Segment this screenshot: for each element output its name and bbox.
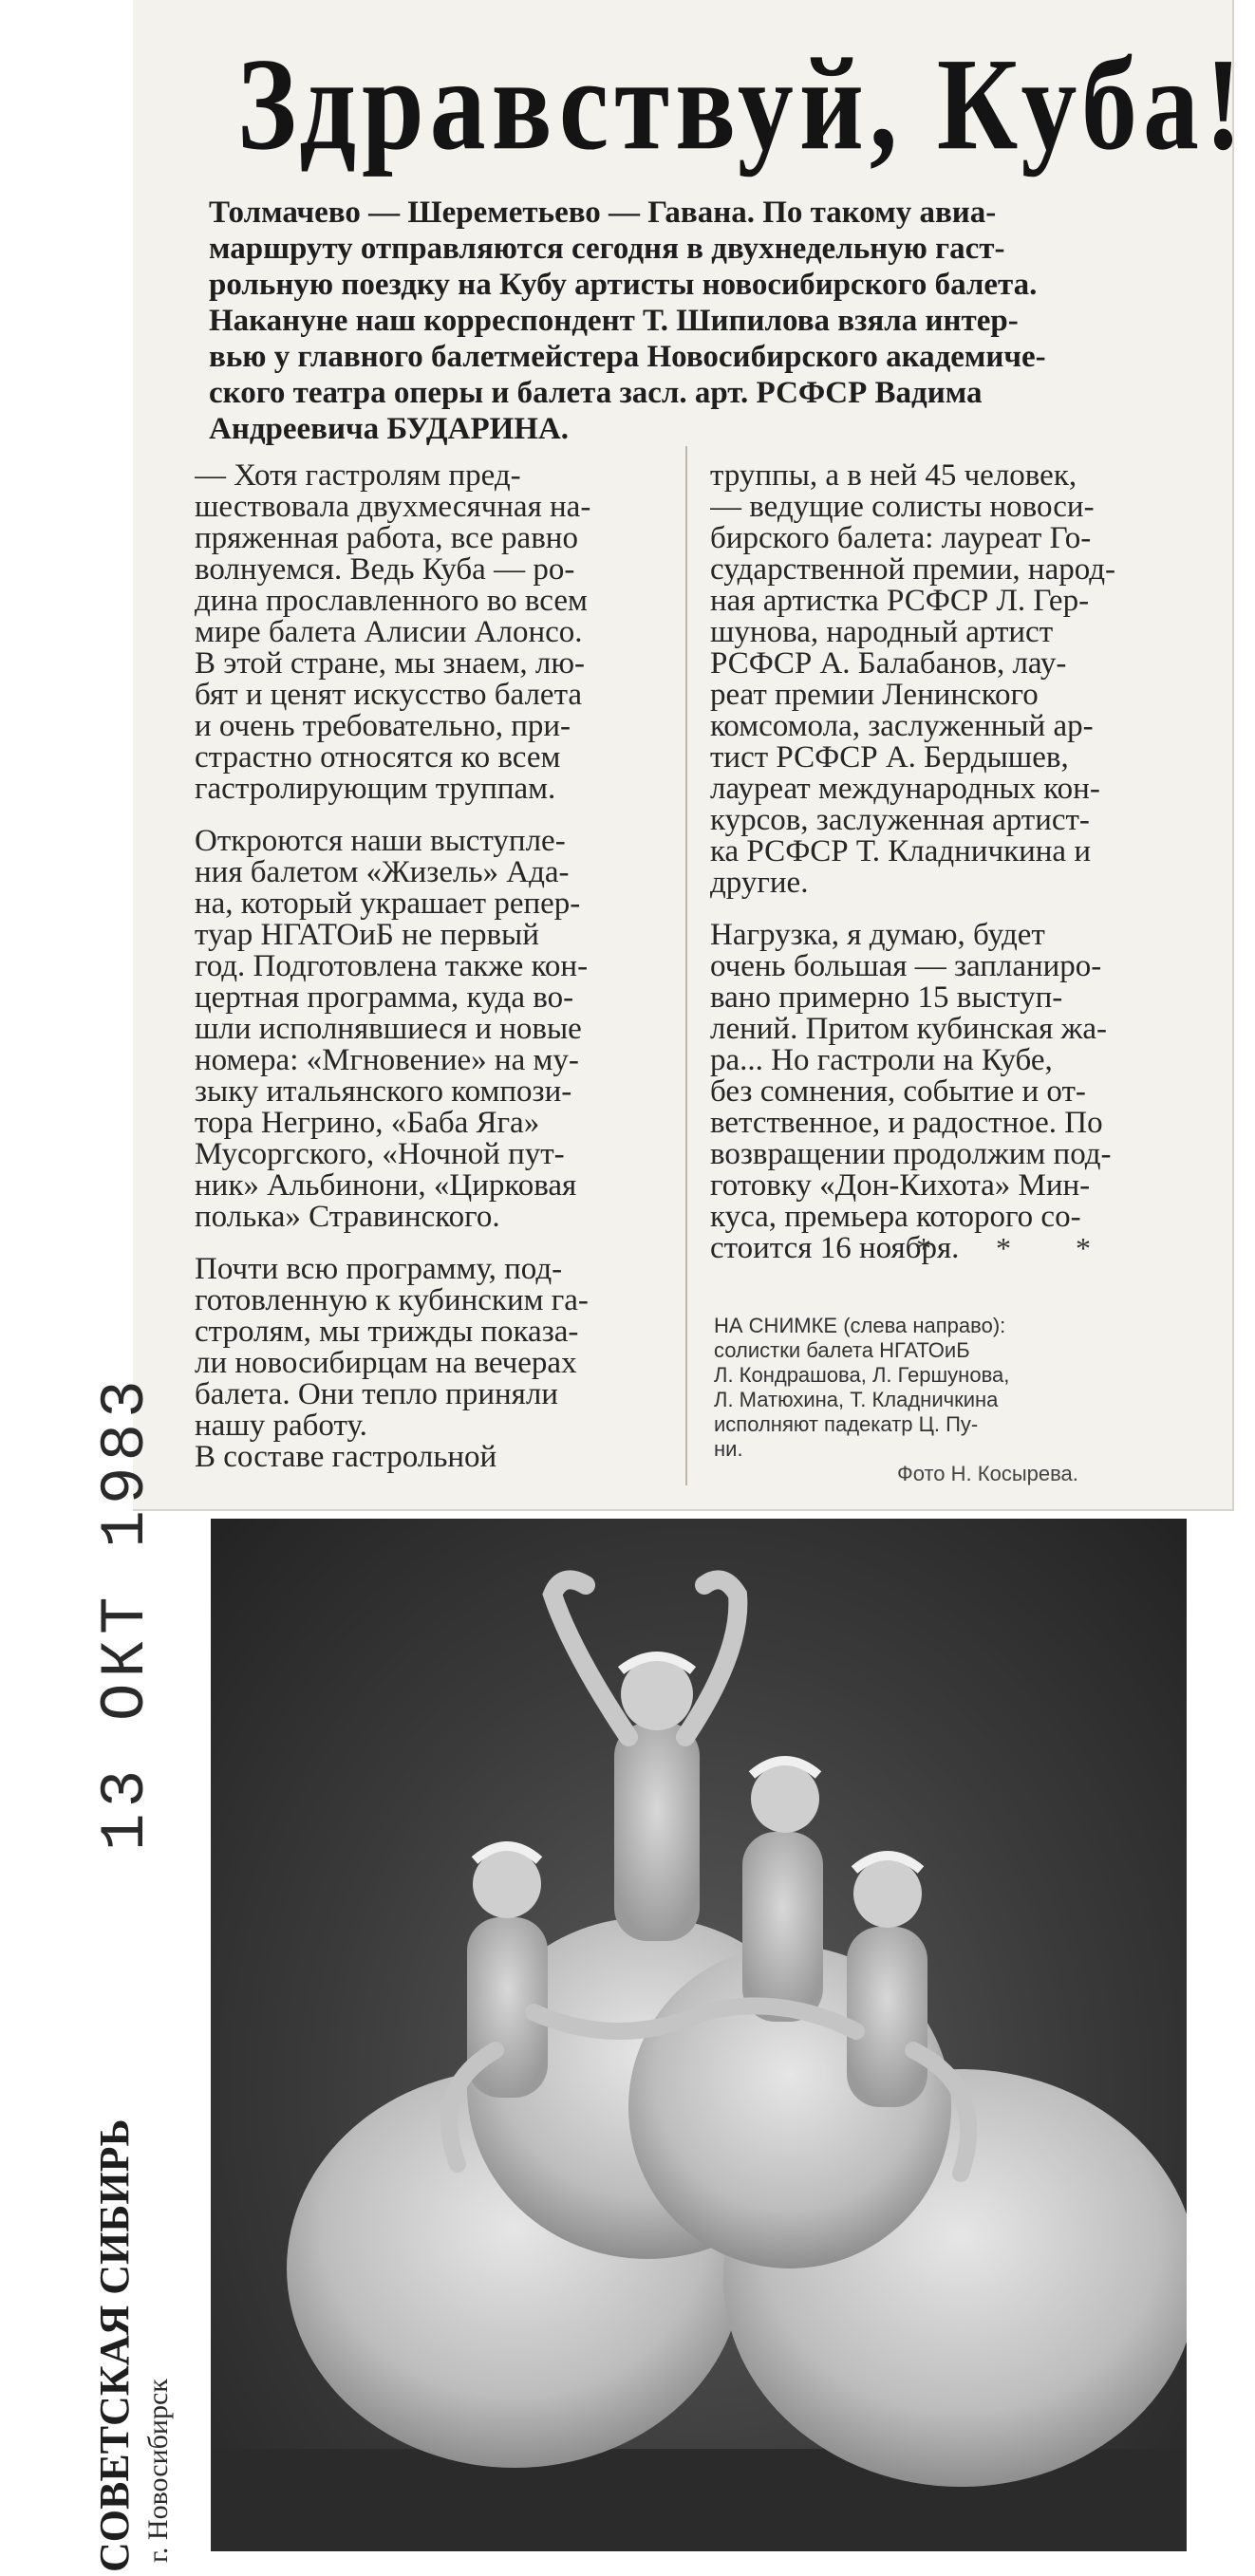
text-line: ник» Альбинони, «Цирковая (195, 1170, 577, 1202)
section-stars: * * * (916, 1231, 1119, 1265)
text-line: туар НГАТОиБ не первый (195, 920, 539, 951)
text-line: полька» Стравинского. (195, 1202, 500, 1233)
lead-line: маршруту отправляются сегодня в двухнедельную гаст- (209, 232, 1005, 266)
caption-line: солистки балета НГАТОиБ (714, 1338, 970, 1362)
text-line: вано примерно 15 выступ- (710, 982, 1063, 1014)
ballet-dancers-illustration (211, 1519, 1187, 2551)
text-line: нашу работу. (195, 1410, 367, 1442)
lead-line: Накануне наш корреспондент Т. Шипилова взяла интер- (209, 304, 1019, 338)
lead-line: Толмачево — Шереметьево — Гавана. По такому авиа- (209, 196, 997, 230)
caption-line: Л. Матюхина, Т. Кладничкина (714, 1388, 999, 1411)
text-line: — Хотя гастролям пред- (195, 460, 521, 492)
text-line: балета. Они тепло приняли (195, 1379, 558, 1410)
text-line: В составе гастрольной (195, 1442, 497, 1473)
right-paragraph-1 (710, 460, 1185, 899)
text-line: реат премии Ленинского (710, 680, 1039, 711)
source-city-stamp: г. Новосибирск (142, 2379, 174, 2563)
ballet-photo (211, 1519, 1187, 2551)
text-line: Нагрузка, я думаю, будет (710, 920, 1045, 951)
text-line: гастролирующим труппам. (195, 774, 556, 805)
text-line: дина прославленного во всем (195, 586, 588, 617)
lead-line: Андреевича БУДАРИНА. (209, 412, 570, 446)
text-line: очень большая — запланиро- (710, 951, 1102, 982)
text-line: стоится 16 ноября. (710, 1233, 960, 1264)
caption-line: исполняют падекатр Ц. Пу- (714, 1412, 979, 1436)
column-divider (685, 446, 687, 1485)
text-line: ния балетом «Жизель» Ада- (195, 857, 570, 888)
caption-line: ни. (714, 1437, 743, 1461)
text-line: цертная программа, куда во- (195, 982, 574, 1014)
photo-credit: Фото Н. Косырева. (897, 1462, 1078, 1485)
text-line: сударственной премии, народ- (710, 554, 1116, 586)
text-line: пряженная работа, все равно (195, 523, 578, 554)
text-line: ра... Но гастроли на Кубе, (710, 1045, 1053, 1076)
text-line: ная артистка РСФСР Л. Гер- (710, 586, 1090, 617)
text-line: Мусоргского, «Ночной пут- (195, 1139, 565, 1170)
text-line: номера: «Мгновение» на му- (195, 1045, 579, 1076)
text-line: зыку итальянского компози- (195, 1076, 572, 1108)
text-line: готовленную к кубинским га- (195, 1285, 589, 1316)
left-paragraph-3 (195, 1254, 669, 1473)
source-newspaper-stamp: СОВЕТСКАЯ СИБИРЬ (91, 2119, 138, 2572)
text-line: шествовала двухмесячная на- (195, 492, 591, 523)
text-line: Почти всю программу, под- (195, 1254, 563, 1285)
text-line: готовку «Дон-Кихота» Мин- (710, 1170, 1091, 1202)
date-stamp: 13 ОКТ 1983 (90, 1374, 161, 1851)
text-line: шунова, народный артист (710, 617, 1054, 648)
caption-line: Л. Кондрашова, Л. Гершунова, (714, 1363, 1010, 1387)
text-line: комсомола, заслуженный ар- (710, 711, 1094, 742)
text-line: ка РСФСР Т. Кладничкина и (710, 836, 1091, 868)
text-line: тист РСФСР А. Бердышев, (710, 742, 1069, 774)
text-line: РСФСР А. Балабанов, лау- (710, 648, 1067, 680)
text-line: мире балета Алисии Алонсо. (195, 617, 583, 648)
lead-line: рольную поездку на Кубу артисты новосибирского балета. (209, 268, 1038, 302)
lead-line: вью у главного балетмейстера Новосибирского академиче- (209, 340, 1046, 374)
caption-line: НА СНИМКЕ (слева направо): (714, 1314, 1006, 1337)
right-column (710, 460, 1185, 1264)
text-line: год. Подготовлена также кон- (195, 951, 589, 982)
text-line: страстно относятся ко всем (195, 742, 561, 774)
article-lead (209, 195, 1215, 447)
text-line: бирского балета: лауреат Го- (710, 523, 1092, 554)
text-line: курсов, заслуженная артист- (710, 805, 1090, 836)
text-line: стролям, мы трижды показа- (195, 1316, 579, 1348)
text-line: В этой стране, мы знаем, лю- (195, 648, 586, 680)
text-line: другие. (710, 868, 809, 899)
text-line: бят и ценят искусство балета (195, 680, 583, 711)
text-line: тора Негрино, «Баба Яга» (195, 1108, 540, 1139)
photo-caption (714, 1314, 1231, 1462)
text-line: труппы, а в ней 45 человек, (710, 460, 1077, 492)
text-line: без сомнения, событие и от- (710, 1076, 1086, 1108)
left-column (195, 460, 669, 1473)
text-line: Откроются наши выступле- (195, 826, 566, 857)
text-line: шли исполнявшиеся и новые (195, 1014, 582, 1045)
left-paragraph-2 (195, 826, 669, 1233)
text-line: на, который украшает репер- (195, 888, 581, 920)
text-line: ветственное, и радостное. По (710, 1108, 1103, 1139)
text-line: возвращении продолжим под- (710, 1139, 1112, 1170)
lead-line: ского театра оперы и балета засл. арт. РСФСР Вадима (209, 376, 983, 410)
right-paragraph-2 (710, 920, 1185, 1264)
left-paragraph-1 (195, 460, 669, 805)
article-headline: Здравствуй, Куба! (237, 30, 1248, 177)
text-line: куса, премьера которого со- (710, 1202, 1081, 1233)
text-line: и очень требовательно, при- (195, 711, 571, 742)
text-line: — ведущие солисты новоси- (710, 492, 1095, 523)
text-line: ли новосибирцам на вечерах (195, 1348, 577, 1379)
text-line: лауреат международных кон- (710, 774, 1100, 805)
text-line: лений. Притом кубинская жа- (710, 1014, 1108, 1045)
text-line: волнуемся. Ведь Куба — ро- (195, 554, 575, 586)
